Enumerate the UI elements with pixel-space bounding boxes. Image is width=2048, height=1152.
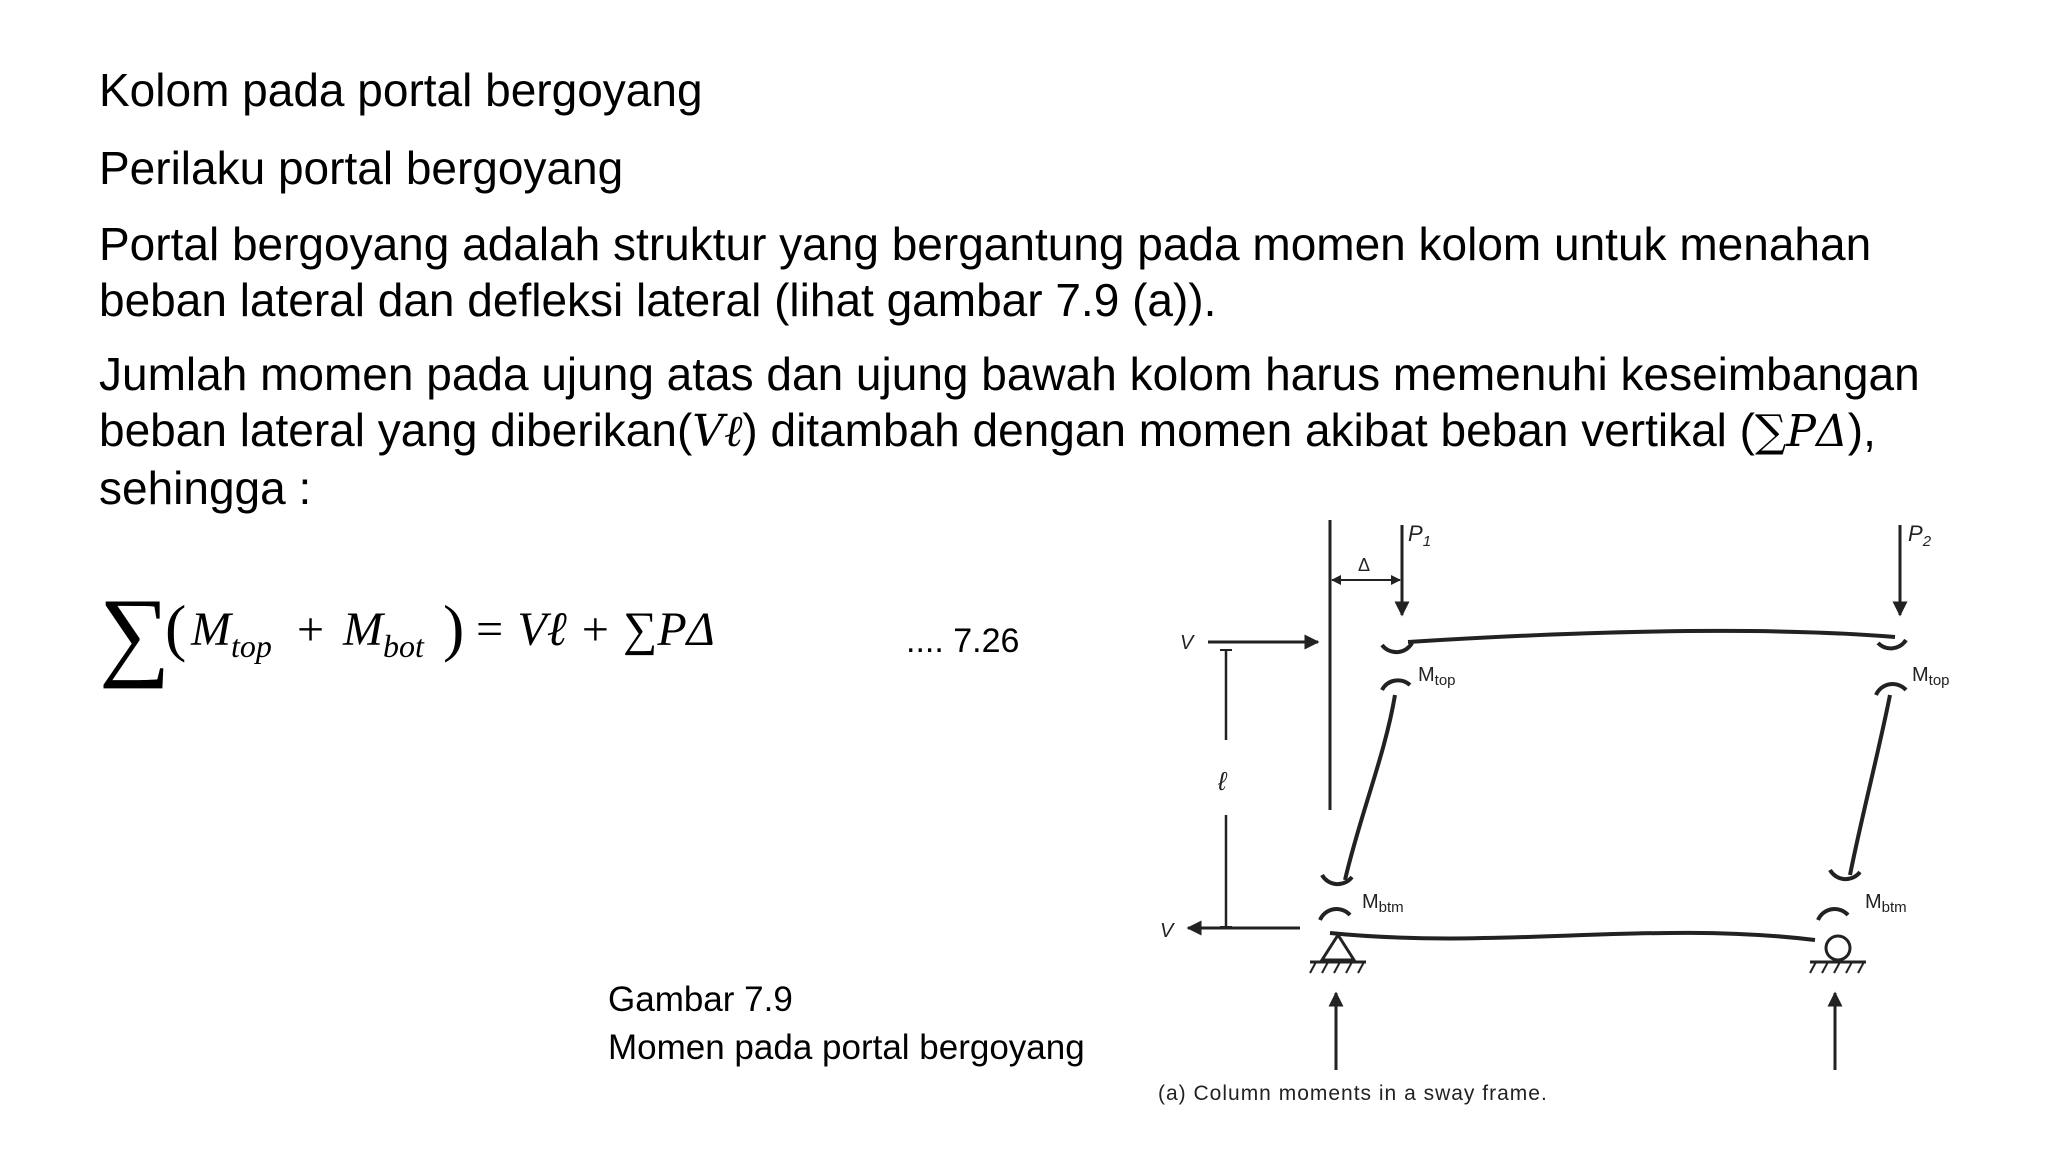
sway-frame-diagram — [1150, 515, 1990, 1115]
definition-paragraph — [99, 216, 1871, 328]
sigma-symbol: ∑ — [99, 578, 171, 689]
p2-label: $P_2$ — [1908, 521, 1932, 550]
right-column — [1850, 695, 1890, 875]
summary-paragraph — [99, 346, 1920, 516]
roller-support-right — [1826, 936, 1850, 960]
v-top-label: V — [1180, 632, 1194, 654]
summary-line-3: sehingga : — [99, 462, 312, 514]
bottom-beam — [1330, 933, 1815, 940]
figure-caption — [608, 976, 1085, 1072]
math-v-ell: Vℓ — [692, 406, 743, 457]
m-btm-left-beam-arrow — [1320, 909, 1350, 920]
definition-line-2: beban lateral dan defleksi lateral (lihat gambar 7.9 (a)). — [99, 274, 1217, 326]
top-beam — [1408, 631, 1895, 642]
v-bottom-label: V — [1160, 920, 1174, 942]
summary-text-b: ) ditambah dengan momen akibat beban vertikal ( — [742, 404, 1755, 456]
m-btm-right-col-arrow — [1830, 870, 1860, 879]
sway-frame-figure — [1150, 515, 1990, 1115]
m-top-left-beam-arrow — [1382, 643, 1412, 652]
slide-title: Kolom pada portal bergoyang — [99, 64, 703, 116]
summary-text-a: beban lateral yang diberikan( — [99, 404, 693, 456]
m-btm-left-label: $M_{btm}$ — [1362, 891, 1404, 916]
equation-7-26 — [99, 578, 759, 692]
equation-rhs: = Vℓ + ∑PΔ — [473, 603, 715, 656]
m-btm-right-label: $M_{btm}$ — [1865, 891, 1907, 916]
pin-support-left — [1322, 935, 1354, 960]
m-top-right-label: $M_{top}$ — [1912, 664, 1950, 689]
m-top-term — [191, 600, 272, 676]
delta-label: Δ — [1358, 555, 1371, 575]
figure-inner-caption: (a) Column moments in a sway frame. — [1158, 1082, 1548, 1105]
m-bot-subscript: bot — [382, 628, 424, 664]
m-bot-term — [343, 600, 424, 676]
equation-number: .... 7.26 — [906, 622, 1020, 660]
m-top-symbol: M — [191, 603, 231, 656]
ell-label: ℓ — [1218, 766, 1227, 796]
m-top-subscript: top — [230, 628, 272, 664]
summary-text-c: ), — [1847, 404, 1876, 456]
m-top-left-label: $M_{top}$ — [1418, 664, 1456, 689]
close-paren: ) — [443, 592, 465, 663]
m-top-right-beam-arrow — [1878, 640, 1906, 648]
summary-line-2 — [99, 402, 1920, 460]
m-top-right-col-arrow — [1876, 684, 1906, 695]
slide-subtitle: Perilaku portal bergoyang — [99, 142, 624, 194]
p1-label: $P_1$ — [1408, 521, 1432, 550]
m-btm-right-beam-arrow — [1818, 909, 1848, 920]
definition-line-1: Portal bergoyang adalah struktur yang bergantung pada momen kolom untuk menahan — [99, 218, 1872, 270]
m-bot-symbol: M — [343, 603, 383, 656]
math-sum-p-delta: ∑PΔ — [1755, 406, 1848, 457]
plus-sign: + — [297, 603, 325, 656]
m-top-left-col-arrow — [1382, 680, 1410, 690]
open-paren: ( — [165, 592, 187, 663]
left-column — [1345, 695, 1395, 880]
summary-line-1: Jumlah momen pada ujung atas dan ujung bawah kolom harus memenuhi keseimbangan — [99, 348, 1920, 400]
figure-caption-line-1: Gambar 7.9 — [608, 980, 793, 1019]
figure-caption-line-2: Momen pada portal bergoyang — [608, 1028, 1085, 1067]
